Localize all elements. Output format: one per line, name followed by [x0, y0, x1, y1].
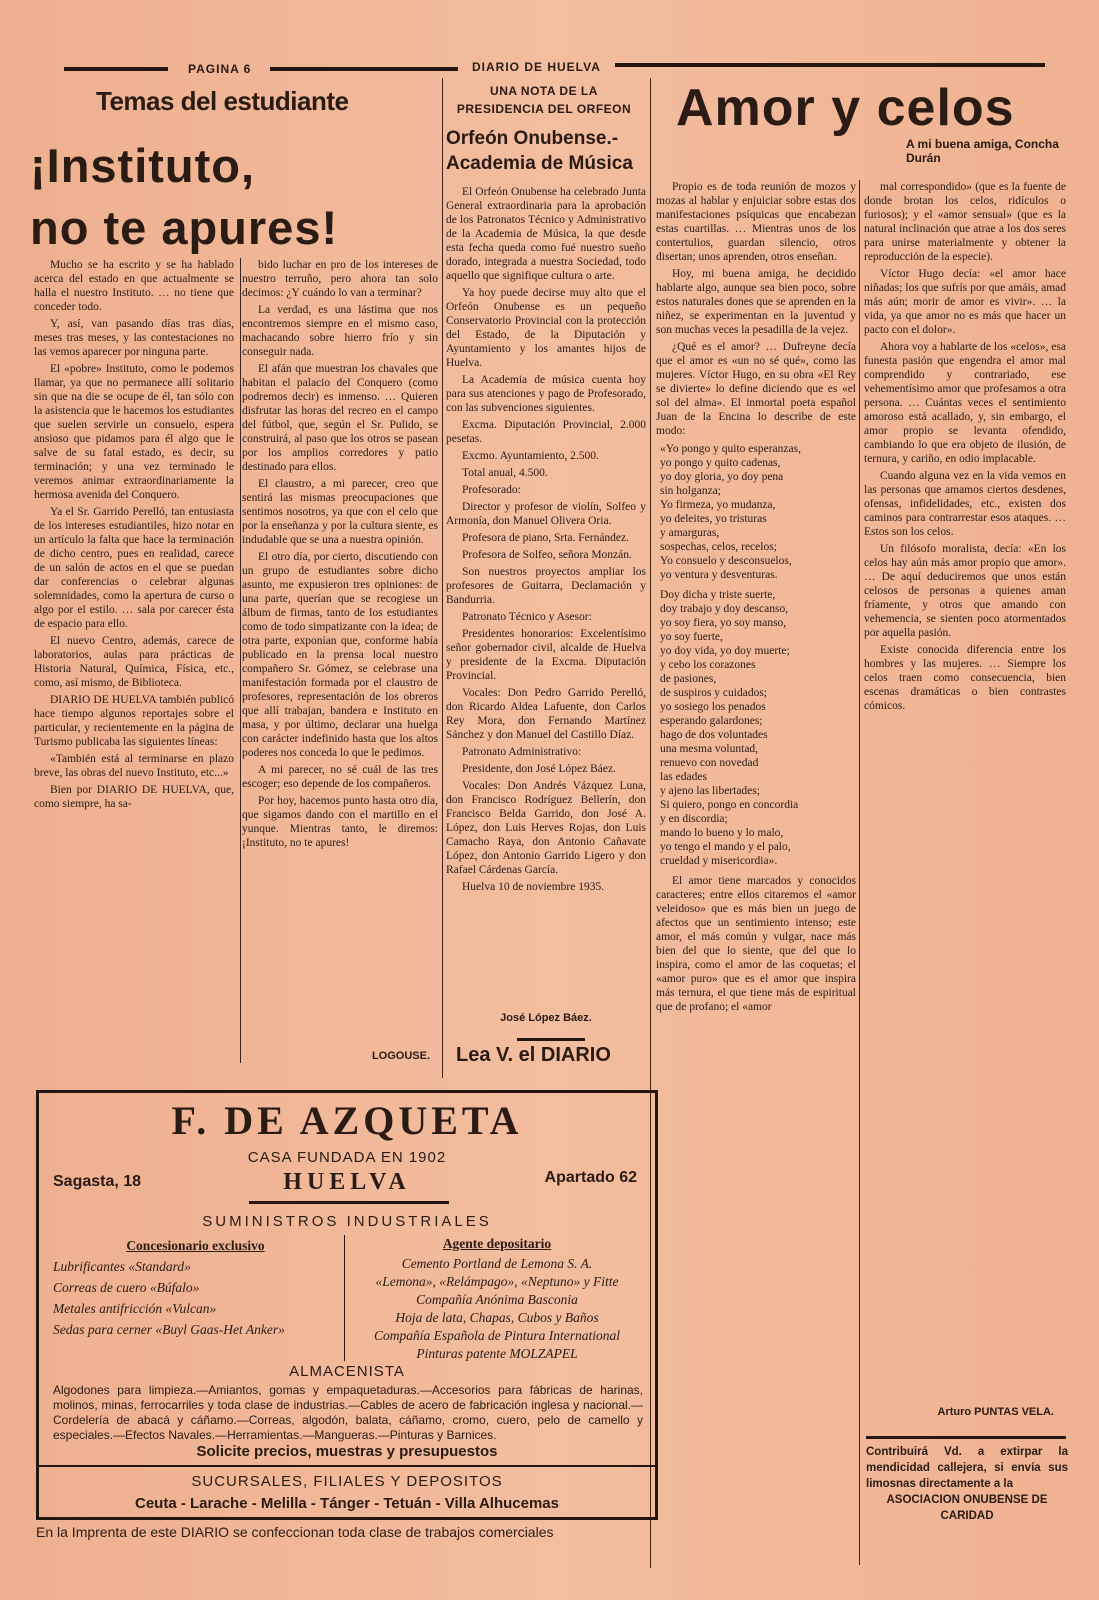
paragraph: Víctor Hugo decía: «el amor hace niñadas; los que sufrís por que amáis, amad más aún; morir de amor es vivir». … la vida, ya que amor no es más que hacer un pacto con el dolor».	[864, 268, 1066, 336]
paragraph: Director y profesor de violín, Solfeo y Armonía, don Manuel Olivera Oria.	[446, 501, 646, 527]
paragraph: Bien por DIARIO DE HUELVA, que, como siempre, ha sa-	[34, 784, 234, 810]
ad-right-item: Hoja de lata, Chapas, Cubos y Baños	[395, 1310, 599, 1325]
read-prompt: Lea V. el DIARIO	[456, 1044, 611, 1066]
poem-line: y ajeno las libertades;	[660, 785, 760, 797]
paragraph: El claustro, a mi parecer, creo que sentirá las mismas preocupaciones que sentimos nosotros, ya que con el celo que por la enseñanza y por la cultura siente, es indudable que se una a nuestra opinión.	[242, 478, 438, 546]
orfeon-column	[446, 185, 646, 1003]
ad-left-item: Sedas para cerner «Buyl Gaas-Het Anker»	[53, 1322, 285, 1337]
poem-line: yo tengo el mando y el palo,	[660, 841, 791, 853]
azqueta-advertisement	[36, 1090, 658, 1520]
poem-line: y amarguras,	[660, 527, 720, 539]
ad-inner-divider	[344, 1235, 345, 1361]
ad-right-item: Cemento Portland de Lemona S. A.	[401, 1256, 593, 1271]
paragraph: Patronato Técnico y Asesor:	[462, 611, 592, 623]
poem-line: renuevo con novedad	[660, 757, 759, 769]
signature-logouse: LOGOUSE.	[371, 1050, 430, 1062]
charity-notice-text: Contribuirá Vd. a extirpar la mendicidad callejera, si envía sus limosnas directamente a la	[866, 1446, 1068, 1490]
article-column-1	[34, 258, 234, 1060]
ad-rule-2	[39, 1465, 655, 1467]
poem-line: yo soy fuerte,	[660, 631, 723, 643]
paragraph: El Orfeón Onubense ha celebrado Junta General extraordinaria para la aprobación de los Patronatos Técnico y Administrativo de la Academia de Música, la que desde esta fecha queda como fué nuestro sueño dorado, integrada a nuestra Sociedad, todo aquello que signifique cultura o arte.	[446, 186, 646, 282]
poem-line: yo soy fiera, yo soy manso,	[660, 617, 787, 629]
poem-line: yo deleites, yo tristuras	[660, 513, 767, 525]
ad-right-block	[349, 1235, 645, 1363]
header-rule-mid	[270, 67, 458, 71]
amor-dedication: A mi buena amiga, Concha Durán	[906, 137, 1059, 165]
paragraph: Propio es de toda reunión de mozos y mozas al hablar y enjuiciar sobre estas dos manifestaciones psíquicas que encabezan estas cuartillas. … Mientras unos de los contertulios, guardan silencio, otros disertan; unos aprenden, otros enseñan.	[656, 181, 856, 263]
poem-line: Doy dicha y triste suerte,	[660, 589, 776, 601]
ad-left-item: Lubrificantes «Standard»	[53, 1259, 191, 1274]
ad-right-item: Compañía Española de Pintura International	[374, 1328, 620, 1343]
paragraph: Por hoy, hacemos punto hasta otro día, que sigamos dando con el martillo en el yunque. Mientras tanto, le diremos: ¡Instituto, no te apures!	[242, 795, 438, 849]
header-rule-left	[64, 67, 168, 71]
paragraph: Hoy, mi buena amiga, he decidido hablarte algo, aunque sea bien poco, sobre estos naturales dones que se aprenden en la niñez, se experimentan en la juventud y son muchas veces la pesadilla de la vejez.	[656, 268, 856, 336]
paragraph: Profesora de Solfeo, señora Monzán.	[462, 549, 632, 561]
poem-line: de suspiros y cuidados;	[660, 687, 768, 699]
poem-line: yo doy vida, yo doy muerte;	[660, 645, 790, 657]
poem-line: hago de dos voluntades	[660, 729, 768, 741]
poem-line: yo pongo y quito cadenas,	[660, 457, 781, 469]
ad-founded: CASA FUNDADA EN 1902	[247, 1149, 447, 1166]
paragraph: Cuando alguna vez en la vida vemos en las personas que amamos ciertos desdenes, ofensas, infidelidades, etc., existen dos caminos para contrarrestar esos ataques. … Estos son los celos.	[864, 470, 1066, 538]
paragraph: Total anual, 4.500.	[462, 467, 548, 479]
paragraph: Huelva 10 de noviembre 1935.	[462, 881, 605, 893]
footer-line: En la Imprenta de este DIARIO se confeccionan toda clase de trabajos comerciales	[36, 1524, 554, 1540]
poem-line: yo doy gloria, yo doy pena	[660, 471, 784, 483]
ad-address-right: Apartado 62	[544, 1169, 637, 1186]
signature-puntas-vela: Arturo PUNTAS VELA.	[937, 1406, 1054, 1418]
poem-line: sospechas, celos, recelos;	[660, 541, 777, 553]
poem-line: Si quiero, pongo en concordia	[660, 799, 799, 811]
paragraph: Profesorado:	[462, 484, 521, 496]
poem-line: y cebo los corazones	[660, 659, 756, 671]
amor-title: Amor y celos	[676, 79, 1015, 137]
poem-line: de pasiones,	[660, 673, 717, 685]
paragraph: Vocales: Don Andrés Vázquez Luna, don Francisco Rodríguez Bellerín, don Francisco Belda Garrido, don José A. López, don Luis Herves Rojas, don Luis Camacho Raya, don Antonio Cañavate López, don Antonio Garrido Ligero y don Rafael Cárdenas García.	[446, 780, 646, 876]
charity-notice	[866, 1444, 1068, 1524]
ad-right-item: Compañía Anónima Basconia	[416, 1292, 578, 1307]
paragraph: Excmo. Ayuntamiento, 2.500.	[462, 450, 599, 462]
poem-line: y en discordia;	[660, 813, 728, 825]
ad-company-name: F. DE AZQUETA	[171, 1098, 523, 1143]
ad-left-item: Correas de cuero «Búfalo»	[53, 1280, 200, 1295]
paragraph: Excma. Diputación Provincial, 2.000 pesetas.	[446, 419, 646, 445]
column-divider	[240, 258, 241, 1063]
paragraph: A mi parecer, no sé cuál de las tres escoger; eso depende de los compañeros.	[242, 764, 438, 790]
paragraph: Presidente, don José López Báez.	[462, 763, 616, 775]
paragraph: Presidentes honorarios: Excelentísimo señor gobernador civil, alcalde de Huelva y presidente de la Excma. Diputación Provincial.	[446, 628, 646, 682]
paragraph: Profesora de piano, Srta. Fernández.	[462, 532, 630, 544]
paragraph: El otro día, por cierto, discutiendo con un grupo de estudiantes sobre dicho asunto, me expusieron tres opiniones: de una parte, querían que se recogiese un álbum de firmas, tanto de los estudiantes como de todo simpatizante con la idea; de otra parte, exponían que, conforme había publicado en la prensa local nuestro compañero Sr. Gómez, se celebrase una manifestación formada por el claustro de profesores, representación de los obreros que allí trabajan, bandera e Instituto en masa, y por último, declarar una huelga con carácter indefinido hasta que los altos poderes nos conceda lo que le pedimos.	[242, 551, 438, 759]
ad-rule	[249, 1201, 449, 1204]
paper-name: DIARIO DE HUELVA	[472, 60, 601, 74]
charity-org: ASOCIACION ONUBENSE DE CARIDAD	[886, 1494, 1048, 1522]
paragraph: DIARIO DE HUELVA también publicó hace tiempo algunos reportajes sobre el particular, y recientemente en la página de Turismo publicaba las siguientes líneas:	[34, 694, 234, 748]
ad-city: HUELVA	[283, 1169, 411, 1195]
paragraph: Mucho se ha escrito y se ha hablado acerca del estado en que actualmente se halla el nuestro Instituto. … no tiene que conceder todo.	[34, 259, 234, 313]
paragraph: Vocales: Don Pedro Garrido Perelló, don Ricardo Aldea Lafuente, don Carlos Rey Mora, don Fernando Martínez Sánchez y don Manuel del Castillo Díaz.	[446, 687, 646, 741]
poem-stanza	[660, 442, 856, 582]
amor-column-2	[864, 180, 1066, 1388]
poem-line: yo ventura y desventuras.	[660, 569, 778, 581]
orfeon-title: Orfeón Onubense.- Academia de Música	[446, 128, 633, 174]
ad-cta: Solicite precios, muestras y presupuestos	[196, 1443, 498, 1460]
article-title-line2: no te apures!	[30, 201, 339, 254]
article-title	[30, 135, 430, 259]
ad-cities: Ceuta - Larache - Melilla - Tánger - Tetuán - Villa Alhucemas	[135, 1495, 559, 1512]
ad-right-item: Pinturas patente MOLZAPEL	[416, 1346, 578, 1361]
ad-supplies: SUMINISTROS INDUSTRIALES	[202, 1213, 492, 1230]
poem-line: «Yo pongo y quito esperanzas,	[660, 443, 801, 455]
ad-right-items	[349, 1255, 645, 1363]
ad-left-block	[53, 1235, 338, 1340]
paragraph: bido luchar en pro de los intereses de nuestro terruño, pero ahora tan solo decimos: ¿Y cuándo lo van a terminar?	[242, 259, 438, 299]
poem-line: Yo consuelo y desconsuelos,	[660, 555, 792, 567]
poem-stanza	[660, 588, 856, 868]
divider-short	[517, 1038, 585, 1041]
paragraph: Son nuestros proyectos ampliar los profesores de Guitarra, Declamación y Bandurria.	[446, 566, 646, 606]
poem-line: mando lo bueno y lo malo,	[660, 827, 784, 839]
paragraph: La Academia de música cuenta hoy para sus atenciones y pago de Profesorado, con las subvenciones siguientes.	[446, 374, 646, 414]
orfeon-kicker: UNA NOTA DE LA PRESIDENCIA DEL ORFEON	[456, 84, 632, 116]
ad-right-item: «Lemona», «Relámpago», «Neptuno» y Fitte	[375, 1274, 619, 1289]
column-divider	[442, 78, 443, 1078]
poem-line: yo sosiego los penados	[660, 701, 766, 713]
paragraph: Ya hoy puede decirse muy alto que el Orfeón Onubense es un pequeño Conservatorio Provincial con la protección del Estado, de la Diputación y Ayuntamiento y los amantes hijos de Huelva.	[446, 287, 646, 369]
paragraph: Existe conocida diferencia entre los hombres y las mujeres. … Siempre los celos traen como consecuencia, bien escenas dramáticas o bien contrastes cómicos.	[864, 644, 1066, 712]
paragraph: «También está al terminarse en plazo breve, las obras del nuevo Instituto, etc...»	[34, 753, 234, 779]
poem-line: una mesma voluntad,	[660, 743, 759, 755]
paragraph: Ahora voy a hablarte de los «celos», esa funesta pasión que engendra el amor mal comprendido y contrariado, ese vehementísimo amor que profesamos a otra persona. … Cuántas veces el sentimiento amoroso está acallado, y, sin embargo, el amor propio se levanta ofendido, cambiando lo que era objeto de ilusión, de ternura, y cariño, en odio implacable.	[864, 341, 1066, 465]
ad-address-left: Sagasta, 18	[53, 1173, 142, 1190]
poem-line: las edades	[660, 771, 707, 783]
ad-left-item: Metales antifricción «Vulcan»	[53, 1301, 217, 1316]
header-rule-right	[615, 63, 1045, 67]
poem-line: sin holganza;	[660, 485, 721, 497]
poem-line: esperando galardones;	[660, 715, 763, 727]
ad-wholesale: ALMACENISTA	[289, 1363, 405, 1380]
section-title: Temas del estudiante	[96, 86, 349, 116]
paragraph: El «pobre» Instituto, como le podemos llamar, ya que no permanece allí solitario sin que na die se ocupe de él, tan sólo con la asistencia que le hacemos los estudiantes que suelen servirle un consuelo, espera ansioso que pidamos para él algo que le salve de su fatal estado, es decir, su terminación; y una vez terminado le veremos animar extraordinariamente la hermosa avenida del Conquero.	[34, 363, 234, 501]
signature-lopez-baez: José López Báez.	[500, 1012, 592, 1024]
ad-branches: SUCURSALES, FILIALES Y DEPOSITOS	[191, 1473, 503, 1490]
poem-line: doy trabajo y doy descanso,	[660, 603, 789, 615]
poem-line: crueldad y misericordia».	[660, 855, 778, 867]
paragraph: ¿Qué es el amor? … Dufreyne decía que el amor es «un no sé qué», como las mujeres. Víctor Hugo, en su obra «El Rey se divierte» lo define diciendo que es «el sol del alma». El inmortal poeta español Juan de la Encina lo describe de este modo:	[656, 341, 856, 437]
page-number: PAGINA 6	[188, 62, 252, 76]
notice-rule	[866, 1436, 1066, 1439]
column-divider	[859, 180, 860, 1565]
ad-left-head: Concesionario exclusivo	[126, 1238, 265, 1253]
amor-column-1	[656, 180, 856, 1565]
article-column-2	[242, 258, 438, 1048]
paragraph: Patronato Administrativo:	[462, 746, 582, 758]
poem-line: Yo firmeza, yo mudanza,	[660, 499, 776, 511]
paragraph: El amor tiene marcados y conocidos caracteres; entre ellos citaremos el «amor veleidoso» que es más bien un juego de afectos que un sentimiento intenso; este amor, el más común y vulgar, nace más bien del que lo siente, que del que lo inspira, como el amor de las coquetas; el «amor puro» que es el amor que inspira más ternura, el que tiene más de espiritual que de profano; el «amor	[656, 875, 856, 1013]
ad-right-head: Agente depositario	[442, 1236, 552, 1251]
paragraph: La verdad, es una lástima que nos encontremos siempre en el mismo caso, machacando sobre hierro frío y sin conseguir nada.	[242, 304, 438, 358]
paragraph: Y, así, van pasando días tras días, meses tras meses, y las contestaciones no las vemos aparecer por ninguna parte.	[34, 318, 234, 358]
paragraph: Ya el Sr. Garrido Perelló, tan entusiasta de los intereses estudiantiles, hizo notar en un artículo la falta que hace la terminación de dicho centro, pues en realidad, carece de un salón de actos en el que se puedan dar conferencias o celebrar algunas solemnidades, como la apertura de curso o algo por el estilo. … sala por carecer ésta de espacio para ello.	[34, 506, 234, 630]
paragraph: mal correspondido» (que es la fuente de donde brotan los celos, ridículos o furiosos); y el «amor sensual» (que es la natural inclinación que atrae a los dos seres para unirse materialmente y obtener la reproducción de la especie).	[864, 181, 1066, 263]
ad-wholesale-text: Algodones para limpieza.—Amiantos, gomas y empaquetaduras.—Accesorios para fábricas de harinas, molinos, minas, ferrocarriles y toda clase de industrias.—Cables de acero de fabricación inglesa y nacional.—Cordelería de abacá y cáñamo.—Correas, algodón, balata, cáñamo, cromo, cuero, pelo de camello y especiales.—Efectos Navales.—Herramientas.—Mangueras.—Pinturas y Barnices.	[53, 1383, 643, 1442]
article-title-line1: ¡Instituto,	[30, 139, 256, 192]
paragraph: El afán que muestran los chavales que habitan el palacio del Conquero (como podremos decir) es inmenso. … Quieren disfrutar las horas del recreo en el campo del fútbol, que, según el Sr. Pulido, se construirá, al paso que los otros se pasean por los amplios corredores y patio destinado para ellos.	[242, 363, 438, 473]
ad-left-items	[53, 1256, 338, 1340]
paragraph: Un filósofo moralista, decía: «En los celos hay aún más amor propio que amor». … De aquí deduciremos que unos están celosos de personas a quienes aman fríamente, y otros que amando con vehemencia, se sienten poco atormentados por aquella pasión.	[864, 543, 1066, 639]
paragraph: El nuevo Centro, además, carece de laboratorios, aulas para prácticas de Historia Natural, Química, Física, etc., como, así mismo, de Biblioteca.	[34, 635, 234, 689]
